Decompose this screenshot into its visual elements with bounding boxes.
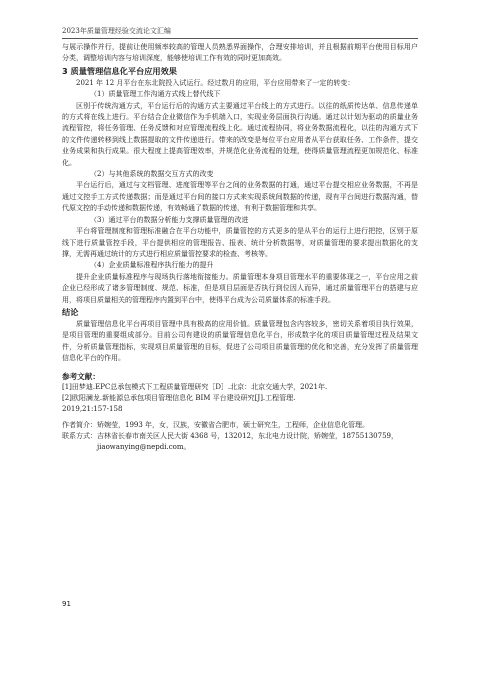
reference-item: [1]田梦迪.EPC总承包模式下工程质量管理研究［D］.北京：北京交通大学，2021年.: [62, 382, 328, 391]
contact-info: [62, 431, 418, 454]
contact-label: 联系方式：: [62, 431, 97, 440]
item-3-text: 平台将管理制度和管理标准融合在平台功能中，质量管控的方式更多的是从平台的运行上进行把控，区别于原线下进行质量管控手段，平台提供相应的管理报告、报表、统计分析数据等，对质量管理的要求提出数据化的支撑，无需再通过统计的方式进行相应质量管控要求的检查、考核等。: [62, 227, 418, 258]
section-3-intro: 2021 年 12 月平台在东北院投入试运行。经过数月的应用，平台应用带来了一定的转变：: [76, 78, 355, 87]
page-number: 91: [62, 600, 71, 608]
item-1-text: 区别于传统沟通方式，平台运行后的沟通方式主要通过平台线上的方式进行。以往的纸质传达单、信息传递单的方式将在线上进行。平台结合企业微信作为手机端入口，实现业务层面执行沟通。通过以计划为驱动的质量业务流程管控，将任务管理、任务反馈和对应管理流程线上化。通过流程协同，将业务数据流程化，以往的沟通方式下的文件传递转移到线上数据提取的文件传递进行。带来的改变是每位平台应用者从平台获取任务、工作条件，提交业务成果和执行成果。很大程度上提高管理效率，并规范化业务流程的处理，使得质量管理流程更加规范化、标准化。: [62, 101, 418, 167]
references-title: 参考文献：: [62, 371, 100, 381]
running-header: 2023年质量管理经验交流论文汇编: [62, 26, 418, 39]
page-content: [62, 42, 418, 454]
reference-item: 2019,21:157-158: [62, 404, 123, 413]
item-4-text: 提升企业质量标准程序与现场执行落地衔接能力。质量管理本身项目管理水平的重要体现之一，平台应用之前企业已经形成了诸多管理制度、规范、标准，但是项目层面是否执行到位因人而异，通过质量管理平台的搭建与应用，将项目质量相关的管理程序内置到平台中，使得平台成为公司质量体系的标准手段。: [62, 272, 418, 304]
contact-text: 吉林省长春市南关区人民大街 4368 号，132012，东北电力设计院，矫婉莹，18755130759，jiaowanying@nepdi.com。: [97, 431, 398, 452]
item-3-heading: （3）通过平台的数据分析能力支撑质量管理的改进: [90, 215, 249, 224]
author-info: [62, 420, 418, 431]
item-2-heading: （2）与其他系统的数据交互方式的改变: [90, 170, 214, 179]
author-label: 作者简介：: [62, 420, 97, 429]
item-1-heading: （1）质量管理工作沟通方式线上替代线下: [90, 90, 221, 99]
intro-paragraph: 与展示操作并行，提前让使用频率较高的管理人员熟悉界面操作，合理安排培训，并且根据前期平台使用目标用户分类，调整培训内容与培训深度，能够使培训工作有效的同时更加高效。: [62, 43, 418, 63]
item-4-heading: （4）企业质量标准程序执行能力的提升: [90, 261, 214, 270]
item-2-text: 平台运行后，通过与文档管理、进度管理等平台之间的业务数据的打通，通过平台提交相应业务数据，不再是通过文控手工方式传递数据；而是通过平台间的接口方式来实现系统间数据的传递，现有平台间进行数据沟通，替代原文控的手动传递和数据传递，有效畅通了数据的传递，有利于数据管理和共享。: [62, 181, 418, 213]
section-3-title: 3 质量管理信息化平台应用效果: [62, 65, 177, 76]
conclusion-title: 结论: [62, 306, 79, 317]
reference-item: [2]欧阳澜龙.新能源总承包项目管理信息化 BIM 平台建设研究[J].工程管理.: [62, 393, 296, 402]
author-text: 矫婉莹，1993 年，女，汉族，安徽省合肥市，硕士研究生，工程师，企业信息化管理。: [97, 420, 370, 429]
conclusion-text: 质量管理信息化平台再项目管理中具有极高的应用价值。质量管理包含内容较多，密切关系着项目执行效果，是项目管理的重要组成部分。目前公司有建设的质量管理信息化平台，形成数字化的项目质量管理过程及结果文件，分析质量管理指标，实现项目质量管理的目标，促进了公司项目质量管理的优化和完善，充分发挥了质量管理信息化平台的作用。: [62, 319, 418, 363]
